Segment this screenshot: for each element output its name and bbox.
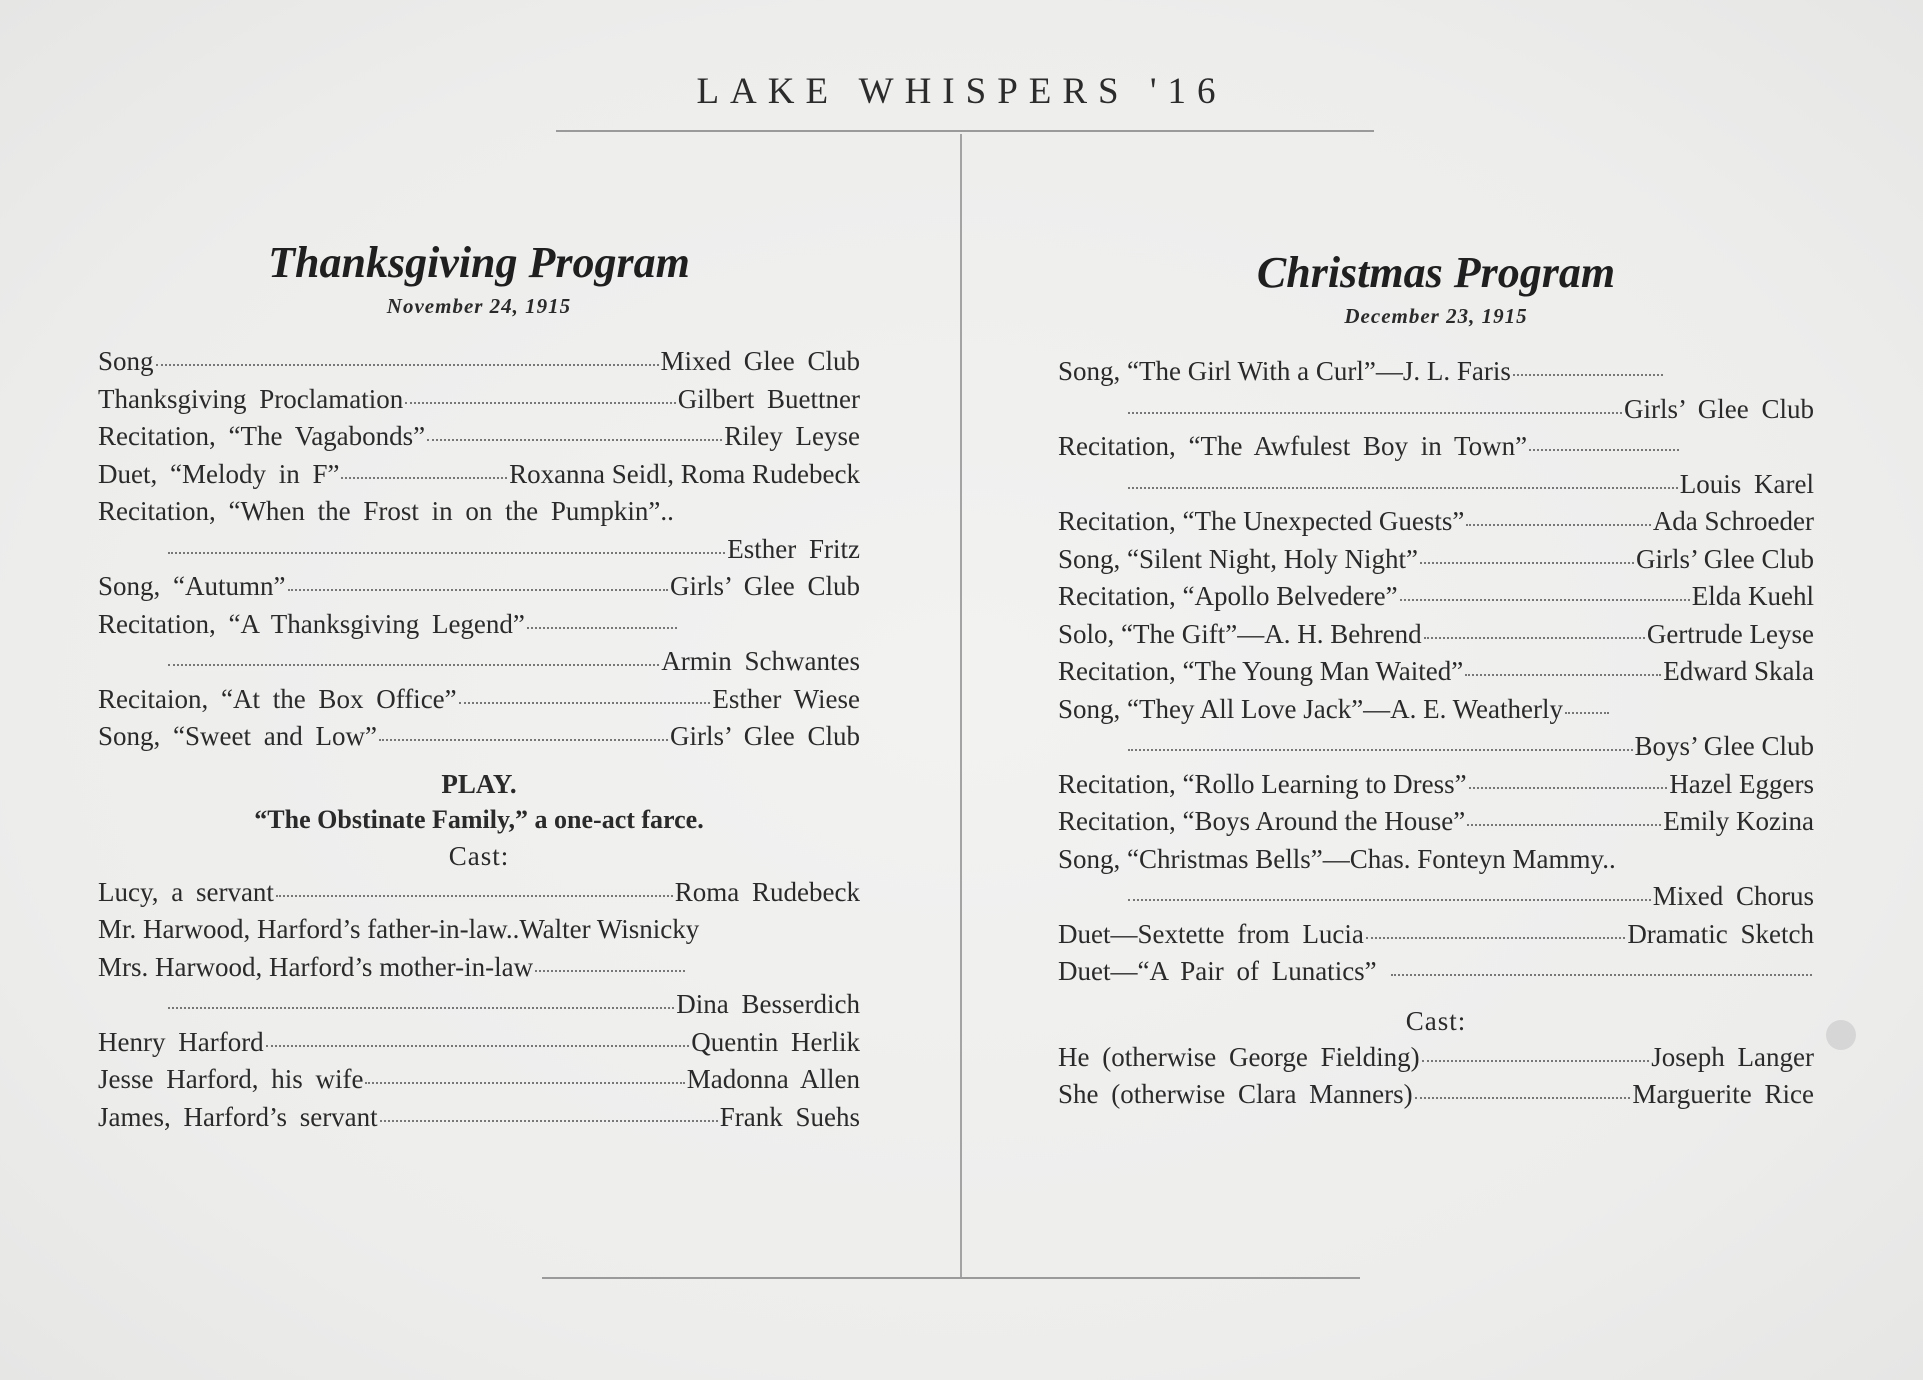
program-line [1058,653,1814,691]
program-line [98,568,860,606]
program-line [1058,578,1814,616]
program-item: Song, “The Girl With a Curl”—J. L. Faris [1058,356,1511,386]
program-performer: Roxanna Seidl, Roma Rudebeck [509,458,860,489]
program-item: Recitation, “The Young Man Waited” [1058,656,1464,686]
program-performer: Gertrude Leyse [1646,618,1814,649]
leader-dots [168,1005,674,1009]
program-line [1058,953,1814,991]
leader-dots [1400,597,1690,601]
program-performer: Hazel Eggers [1669,768,1814,799]
cast-role: James, Harford’s servant [98,1101,378,1132]
cast-actor: Frank Suehs [719,1101,860,1132]
program-performer: Elda Kuehl [1691,581,1814,611]
play-heading: PLAY. [441,768,517,799]
program-performer: Edward Skala [1663,656,1814,686]
program-line [98,718,860,756]
cast-label: Cast: [1405,1005,1467,1036]
leader-dots [1465,672,1661,676]
program-line [1058,878,1814,916]
leader-dots [168,550,725,554]
cast-line [98,1099,860,1137]
leader-dots [276,893,673,897]
program-performer: Girls’ Glee Club [1636,543,1814,574]
program-line [1058,353,1814,391]
program-item: Recitation, “Rollo Learning to Dress” [1058,768,1467,799]
program-line [1058,428,1814,466]
cast-role: He (otherwise George Fielding) [1058,1041,1420,1072]
cast-line [98,911,860,949]
leader-dots [341,475,507,479]
program-item: Duet—“A Pair of Lunatics” [1058,956,1377,986]
program-line [1058,466,1814,504]
program-line [1058,691,1814,729]
program-performer: Gilbert Buettner [677,383,860,414]
leader-dots [427,437,722,441]
program-performer: Louis Karel [1679,468,1814,499]
leader-dots [527,625,677,629]
program-item: Recitation, “The Unexpected Guests” [1058,506,1465,536]
cast-role: Mrs. Harwood, Harford’s mother-in-law [98,951,534,982]
program-item: Solo, “The Gift”—A. H. Behrend [1058,618,1422,649]
leader-dots [1529,447,1679,451]
program-line [98,606,860,644]
cast-role: Jesse Harford, his wife [98,1064,364,1094]
leader-dots [535,968,685,972]
leader-dots [1391,972,1812,976]
leader-dots [1128,410,1622,414]
program-line [1058,541,1814,579]
cast-line [1058,1076,1814,1114]
cast-actor: Joseph Langer [1651,1041,1814,1072]
leader-dots [380,1118,718,1122]
cast-role: Henry Harford [98,1026,264,1057]
program-item: Song, “Sweet and Low” [98,721,377,751]
leader-dots [405,400,676,404]
program-item: Duet, “Melody in F” [98,458,340,489]
cast-line [98,874,860,912]
cast-line [98,1024,860,1062]
program-item: Recitation, “Boys Around the House” [1058,806,1466,836]
leader-dots [1513,372,1663,376]
leader-dots [1366,935,1625,939]
cast-role: Lucy, a servant [98,876,274,907]
program-line [98,681,860,719]
program-line [1058,766,1814,804]
program-item: Recitation, “The Vagabonds” [98,421,426,451]
program-line [1058,728,1814,766]
program-line [1058,803,1814,841]
leader-dots [1128,485,1678,489]
program-item: Song, “Autumn” [98,571,286,601]
program-line [1058,916,1814,954]
program-line [98,381,860,419]
program-performer: Esther Fritz [727,533,860,564]
christmas-program [1058,245,1814,1114]
program-line [1058,616,1814,654]
cast-line [1058,1039,1814,1077]
leader-dots [288,587,669,591]
program-performer: Mixed Glee Club [660,346,860,376]
program-line [98,643,860,681]
leader-dots [266,1043,690,1047]
cast-actor: Quentin Herlik [691,1026,860,1057]
program-performer: Emily Kozina [1663,806,1814,836]
program-line [98,456,860,494]
program-item: Recitation, “A Thanksgiving Legend” [98,608,525,639]
christmas-date: December 23, 1915 [1344,304,1528,328]
leader-dots [1128,747,1633,751]
cast-line [98,1061,860,1099]
program-item: Recitation, “Apollo Belvedere” [1058,581,1398,611]
paper-blemish [1826,1020,1856,1050]
christmas-title: Christmas Program [1256,248,1616,297]
program-performer: Girls’ Glee Club [670,721,860,751]
leader-dots [1128,897,1651,901]
leader-dots [379,737,668,741]
program-item: Duet—Sextette from Lucia [1058,918,1364,949]
leader-dots [1422,1058,1650,1062]
program-item: Song, “Christmas Bells”—Chas. Fonteyn Mammy.. [1058,843,1616,874]
thanksgiving-cast [98,874,860,1137]
program-performer: Armin Schwantes [661,646,860,676]
leader-dots [1415,1095,1631,1099]
program-performer: Dramatic Sketch [1627,918,1814,949]
program-item: Recitation, “The Awfulest Boy in Town” [1058,431,1528,461]
cast-actor: Madonna Allen [686,1064,860,1094]
program-line [98,531,860,569]
cast-role: She (otherwise Clara Manners) [1058,1079,1413,1109]
program-performer: Boys’ Glee Club [1634,731,1814,761]
cast-actor: Roma Rudebeck [674,876,860,907]
leader-dots [365,1080,684,1084]
thanksgiving-program [98,235,860,1136]
page-header: LAKE WHISPERS '16 [696,71,1227,112]
thanksgiving-title: Thanksgiving Program [268,238,690,287]
program-line [98,418,860,456]
cast-label: Cast: [448,840,510,871]
program-line [98,343,860,381]
program-performer: Ada Schroeder [1652,506,1814,536]
christmas-cast [1058,1039,1814,1114]
cast-actor: Dina Besserdich [676,989,860,1019]
program-performer: Girls’ Glee Club [670,571,860,601]
thanksgiving-items [98,343,860,756]
program-line [1058,391,1814,429]
leader-dots [1466,522,1650,526]
program-item: Recitation, “When the Frost in on the Pumpkin”.. [98,496,674,526]
program-line [98,493,860,531]
cast-actor: Marguerite Rice [1632,1079,1814,1109]
cast-line [98,949,860,987]
column-divider [960,134,962,1277]
thanksgiving-date: November 24, 1915 [386,294,572,318]
cast-actor: Walter Wisnicky [519,914,700,944]
header-rule [556,130,1374,132]
leader-dots [1469,785,1668,789]
leader-dots [459,700,711,704]
program-item: Song [98,346,154,376]
program-line [1058,503,1814,541]
program-performer: Esther Wiese [712,683,860,714]
program-performer: Mixed Chorus [1652,881,1814,911]
leader-dots [168,662,659,666]
leader-dots [1424,635,1645,639]
cast-role: Mr. Harwood, Harford’s father-in-law.. [98,914,520,944]
program-item: Song, “They All Love Jack”—A. E. Weatherly [1058,693,1563,724]
cast-line [98,986,860,1024]
footer-rule [542,1277,1360,1279]
play-title: “The Obstinate Family,” a one-act farce. [254,804,704,834]
leader-dots [1467,822,1661,826]
program-performer: Girls’ Glee Club [1624,393,1814,424]
leader-dots [156,362,659,366]
leader-dots [1420,560,1634,564]
program-item: Thanksgiving Proclamation [98,383,404,414]
program-performer: Riley Leyse [724,421,860,451]
program-line [1058,841,1814,879]
program-item: Song, “Silent Night, Holy Night” [1058,543,1418,574]
program-item: Recitaion, “At the Box Office” [98,683,457,714]
leader-dots [1565,710,1609,714]
christmas-items [1058,353,1814,991]
